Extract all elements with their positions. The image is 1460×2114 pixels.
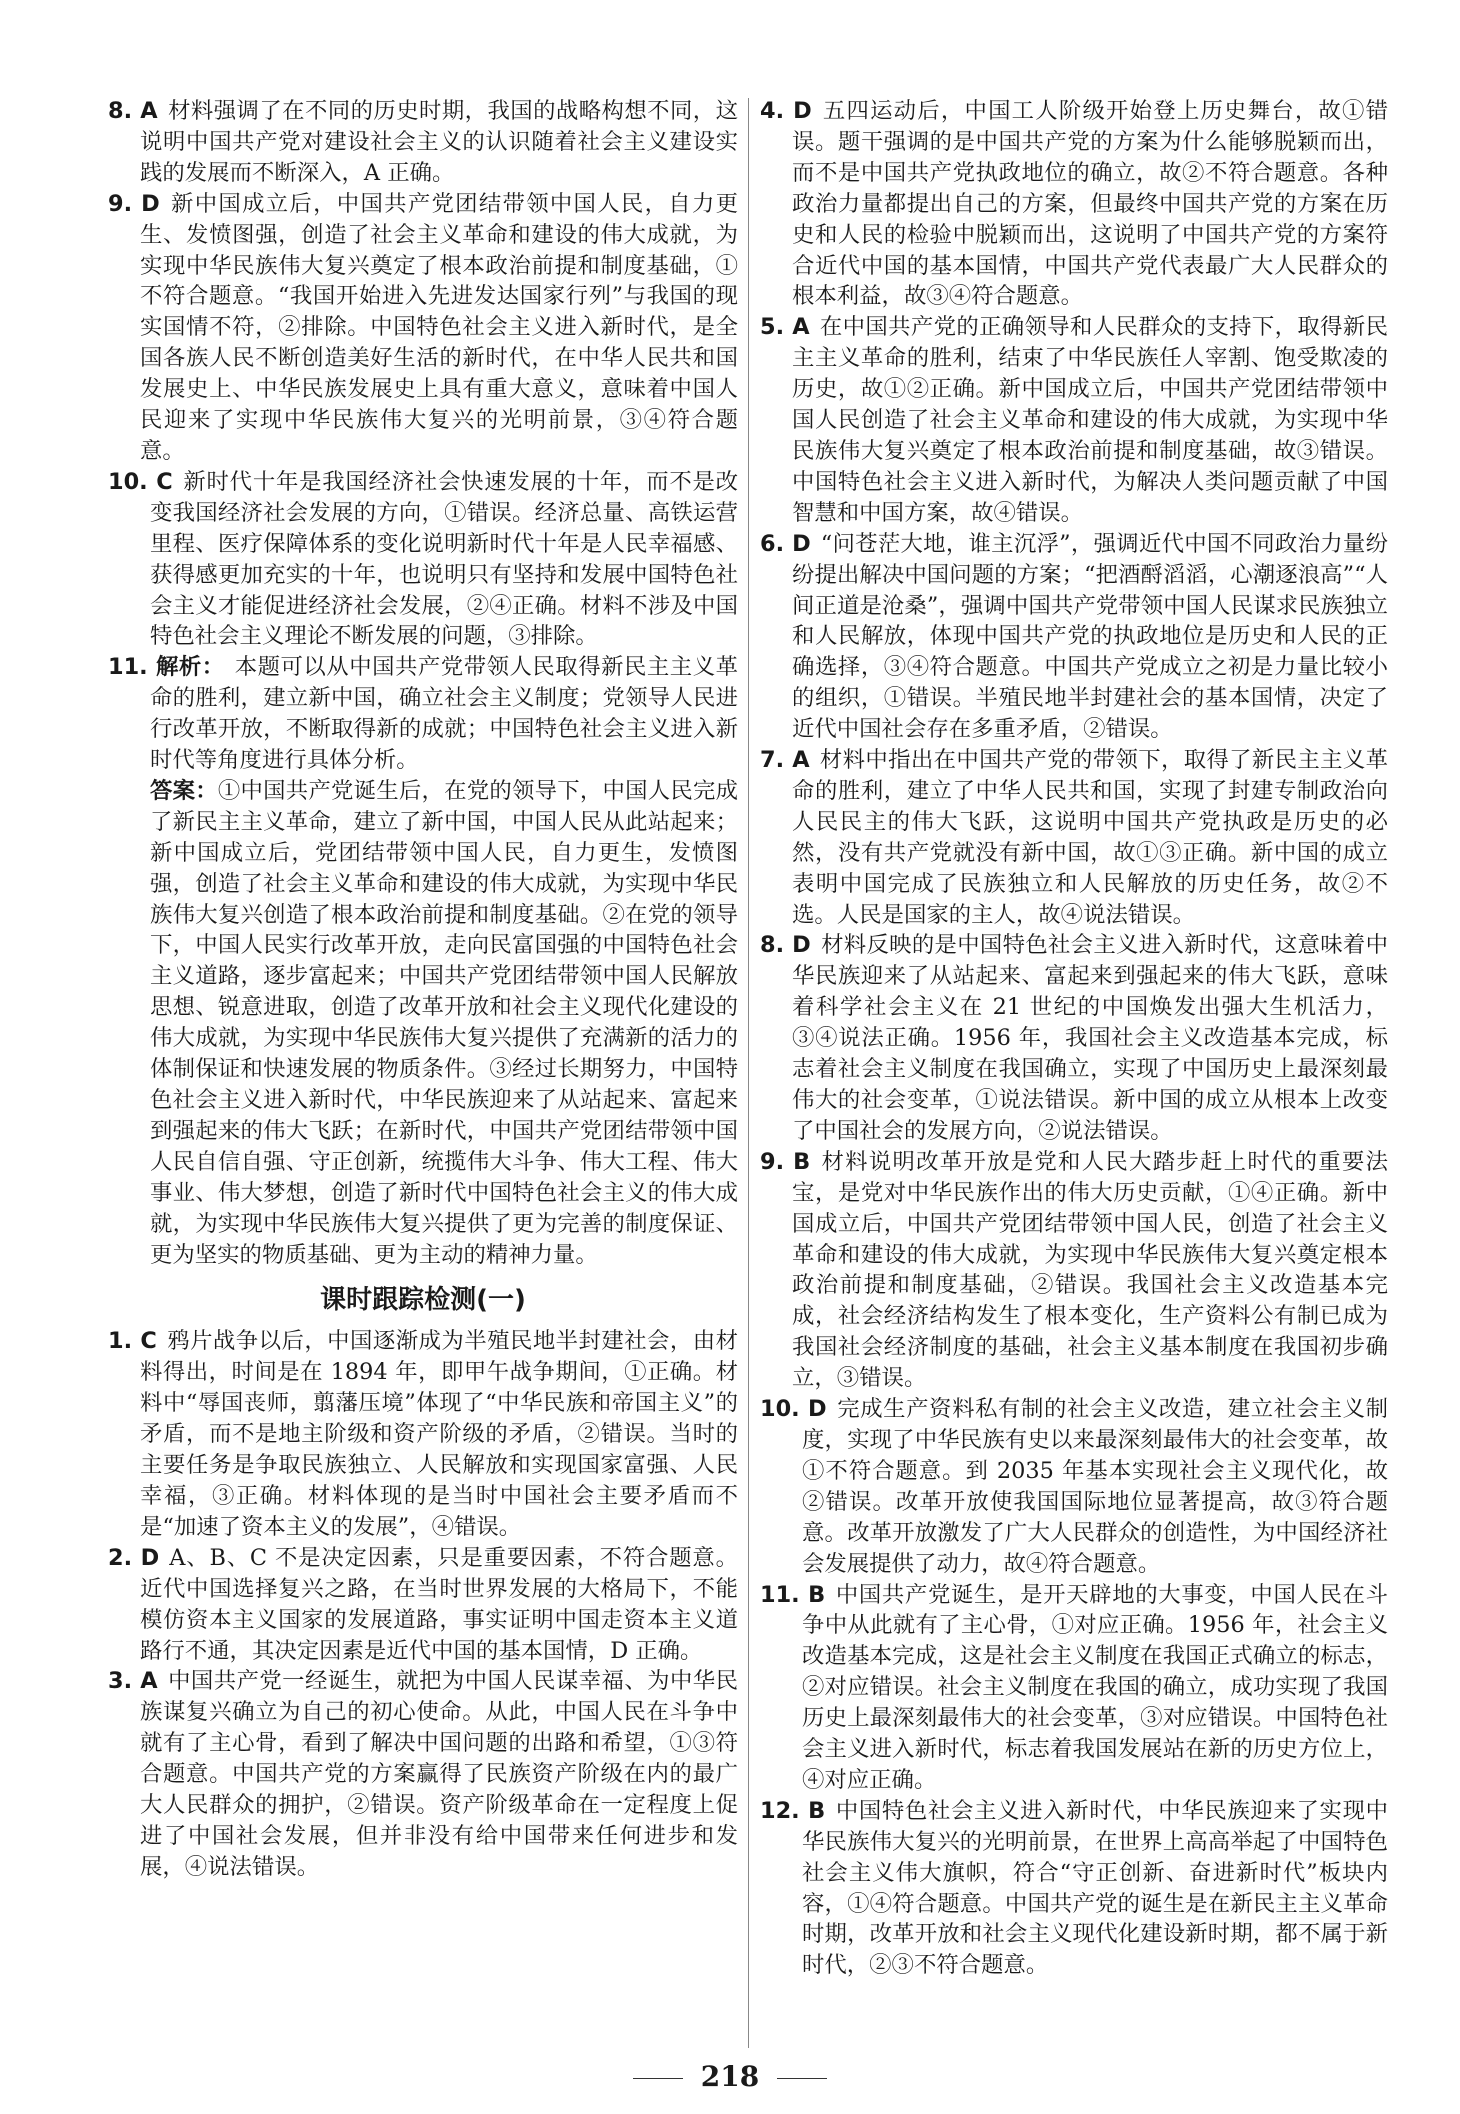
item-text: 鸦片战争以后，中国逐渐成为半殖民地半封建社会，由材料得出，时间是在 1894 年，即甲午战争期间，①正确。材料中“辱国丧师，翦藩压境”体现了“中华民族和帝国主义”的矛盾，而不是地主阶级和资产阶级的矛盾，②错误。当时的主要任务是争取民族独立、人民解放和实现国家富强、人民幸福，③正确。材料体现的是当时中国社会主要矛盾而不是“加速了资本主义的发展”，④错误。	[140, 1328, 738, 1540]
item-text: 材料说明改革开放是党和人民大踏步赶上时代的重要法宝，是党对中华民族作出的伟大历史贡献，①④正确。新中国成立后，中国共产党团结带领中国人民，创造了社会主义革命和建设的伟大成就，为实现中华民族伟大复兴奠定根本政治前提和制度基础，②错误。我国社会主义改造基本完成，社会经济结构发生了根本变化，生产资料公有制已成为我国社会经济制度的基础，社会主义基本制度在我国初步确立，③错误。	[792, 1148, 1388, 1392]
answer-paragraph	[150, 776, 738, 1271]
item-text: 本题可以从中国共产党带领人民取得新民主主义革命的胜利，建立新中国，确立社会主义制度；党领导人民进行改革开放，不断取得新的成就；中国特色社会主义进入新时代等角度进行具体分析。	[150, 654, 739, 774]
page-number: 218	[700, 2060, 760, 2093]
page-footer	[0, 2060, 1460, 2093]
item-number: 2. D	[108, 1544, 160, 1571]
answer-label: 答案：	[150, 777, 218, 804]
item-text: “问苍茫大地，谁主沉浮”，强调近代中国不同政治力量纷纷提出解决中国问题的方案；“把酒酹滔滔，心潮逐浪高”“人间正道是沧桑”，强调中国共产党带领中国人民谋求民族独立和人民解放，体现中国共产党的执政地位是历史和人民的正确选择，③④符合题意。中国共产党成立之初是力量比较小的组织，①错误。半殖民地半封建社会的基本国情，决定了近代中国社会存在多重矛盾，②错误。	[792, 530, 1388, 743]
item-text: 中国共产党一经诞生，就把为中国人民谋幸福、为中华民族谋复兴确立为自己的初心使命。从此，中国人民在斗争中就有了主心骨，看到了解决中国问题的出路和希望，①③符合题意。中国共产党的方案赢得了民族资产阶级在内的最广大人民群众的拥护，②错误。资产阶级革命在一定程度上促进了中国社会发展，但并非没有给中国带来任何进步和发展，④说法错误。	[140, 1668, 738, 1880]
item-number: 11. 解析：	[108, 654, 225, 681]
answer-item	[108, 1666, 738, 1882]
answer-item	[760, 1394, 1388, 1579]
answer-item	[108, 467, 738, 652]
item-text: 新中国成立后，中国共产党团结带领中国人民，自力更生、发愤图强，创造了社会主义革命和建设的伟大成就，为实现中华民族伟大复兴奠定了根本政治前提和制度基础，①不符合题意。“我国开始进入先进发达国家行列”与我国的现实国情不符，②排除。中国特色社会主义进入新时代，是全国各族人民不断创造美好生活的新时代，在中华人民共和国发展史上、中华民族发展史上具有重大意义，意味着中国人民迎来了实现中华民族伟大复兴的光明前景，③④符合题意。	[140, 190, 739, 464]
item-text: 五四运动后，中国工人阶级开始登上历史舞台，故①错误。题干强调的是中国共产党的方案为什么能够脱颖而出，而不是中国共产党执政地位的确立，故②不符合题意。各种政治力量都提出自己的方案，但最终中国共产党的方案在历史和人民的检验中脱颖而出，这说明了中国共产党的方案符合近代中国的基本国情，中国共产党代表最广大人民群众的根本利益，故③④符合题意。	[792, 98, 1389, 310]
answer-item	[760, 1147, 1388, 1394]
right-column	[760, 96, 1388, 1981]
item-number: 11. B	[760, 1581, 826, 1608]
item-text: 材料反映的是中国特色社会主义进入新时代，这意味着中华民族迎来了从站起来、富起来到强起来的伟大飞跃，意味着科学社会主义在 21 世纪的中国焕发出强大生机活力，③④说法正确。1956 年，我国社会主义改造基本完成，标志着社会主义制度在我国确立，实现了中国历史上最深刻最伟大的社会变革，①说法错误。新中国的成立从根本上改变了中国社会的发展方向，②说法错误。	[792, 932, 1388, 1144]
answer-item	[760, 745, 1388, 930]
answer-item	[108, 652, 738, 776]
item-text: 完成生产资料私有制的社会主义改造，建立社会主义制度，实现了中华民族有史以来最深刻最伟大的社会变革，故①不符合题意。到 2035 年基本实现社会主义现代化，故②错误。改革开放使我国国际地位显著提高，故③符合题意。改革开放激发了广大人民群众的创造性，为中国经济社会发展提供了动力，故④符合题意。	[802, 1396, 1389, 1577]
item-number: 12. B	[760, 1797, 826, 1824]
answer-item	[108, 1543, 738, 1667]
column-divider	[748, 98, 749, 2048]
footer-dash-left	[633, 2078, 683, 2079]
item-text: 材料强调了在不同的历史时期，我国的战略构想不同，这说明中国共产党对建设社会主义的认识随着社会主义建设实践的发展而不断深入，A 正确。	[140, 98, 738, 186]
section-title: 课时跟踪检测(一)	[320, 1285, 526, 1316]
item-number: 6. D	[760, 530, 811, 557]
footer-dash-right	[777, 2078, 827, 2079]
answer-item	[760, 96, 1388, 312]
item-number: 10. C	[108, 468, 173, 495]
answer-item	[760, 1580, 1388, 1796]
item-number: 8. D	[760, 932, 811, 959]
item-number: 4. D	[760, 98, 812, 124]
item-text: 材料中指出在中国共产党的带领下，取得了新民主主义革命的胜利，建立了中华人民共和国，实现了封建专制政治向人民民主的伟大飞跃，这说明中国共产党执政是历史的必然，没有共产党就没有新中国，故①③正确。新中国的成立表明中国完成了民族独立和人民解放的历史任务，故②不选。人民是国家的主人，故④说法错误。	[792, 747, 1388, 928]
item-number: 9. B	[760, 1148, 811, 1175]
item-number: 7. A	[760, 747, 810, 774]
answer-text: ①中国共产党诞生后，在党的领导下，中国人民完成了新民主主义革命，建立了新中国，中国人民从此站起来；新中国成立后，党团结带领中国人民，自力更生，发愤图强，创造了社会主义革命和建设的伟大成就，为实现中华民族伟大复兴创造了根本政治前提和制度基础。②在党的领导下，中国人民实行改革开放，走向民富国强的中国特色社会主义道路，逐步富起来；中国共产党团结带领中国人民解放思想、锐意进取，创造了改革开放和社会主义现代化建设的伟大成就，为实现中华民族伟大复兴提供了充满新的活力的体制保证和快速发展的物质条件。③经过长期努力，中国特色社会主义进入新时代，中华民族迎来了从站起来、富起来到强起来的伟大飞跃；在新时代，中国共产党团结带领中国人民自信自强、守正创新，统揽伟大斗争、伟大工程、伟大事业、伟大梦想，创造了新时代中国特色社会主义的伟大成就，为实现中华民族伟大复兴提供了更为完善的制度保证、更为坚实的物质基础、更为主动的精神力量。	[150, 777, 739, 1268]
left-column	[108, 96, 738, 1883]
item-text: 新时代十年是我国经济社会快速发展的十年，而不是改变我国经济社会发展的方向，①错误。经济总量、高铁运营里程、医疗保障体系的变化说明新时代十年是人民幸福感、获得感更加充实的十年，也说明只有坚持和发展中国特色社会主义才能促进经济社会发展，②④正确。材料不涉及中国特色社会主义理论不断发展的问题，③排除。	[150, 468, 739, 650]
item-text: A、B、C 不是决定因素，只是重要因素，不符合题意。近代中国选择复兴之路，在当时世界发展的大格局下，不能模仿资本主义国家的发展道路，事实证明中国走资本主义道路行不通，其决定因素是近代中国的基本国情，D 正确。	[140, 1544, 739, 1664]
answer-item	[108, 1326, 738, 1542]
item-number: 9. D	[108, 190, 160, 217]
answer-item	[760, 529, 1388, 745]
item-text: 中国共产党诞生，是开天辟地的大事变，中国人民在斗争中从此就有了主心骨，①对应正确。1956 年，社会主义改造基本完成，这是社会主义制度在我国正式确立的标志，②对应错误。社会主义制度在我国的确立，成功实现了我国历史上最深刻最伟大的社会变革，③对应错误。中国特色社会主义进入新时代，标志着我国发展站在新的历史方位上，④对应正确。	[802, 1581, 1388, 1793]
answer-item	[760, 312, 1388, 528]
item-text: 中国特色社会主义进入新时代，中华民族迎来了实现中华民族伟大复兴的光明前景，在世界上高高举起了中国特色社会主义伟大旗帜，符合“守正创新、奋进新时代”板块内容，①④符合题意。中国共产党的诞生是在新民主主义革命时期，改革开放和社会主义现代化建设新时期，都不属于新时代，②③不符合题意。	[802, 1797, 1388, 1979]
answer-item	[108, 189, 738, 467]
answer-item	[760, 1796, 1388, 1981]
item-number: 8. A	[108, 98, 158, 124]
answer-item	[760, 930, 1388, 1146]
item-number: 3. A	[108, 1668, 158, 1695]
item-number: 1. C	[108, 1328, 157, 1355]
item-number: 5. A	[760, 314, 810, 341]
item-text: 在中国共产党的正确领导和人民群众的支持下，取得新民主主义革命的胜利，结束了中华民族任人宰割、饱受欺凌的历史，故①②正确。新中国成立后，中国共产党团结带领中国人民创造了社会主义革命和建设的伟大成就，为实现中华民族伟大复兴奠定了根本政治前提和制度基础，故③错误。中国特色社会主义进入新时代，为解决人类问题贡献了中国智慧和中国方案，故④错误。	[792, 314, 1388, 526]
answer-item	[108, 96, 738, 189]
item-number: 10. D	[760, 1396, 827, 1423]
